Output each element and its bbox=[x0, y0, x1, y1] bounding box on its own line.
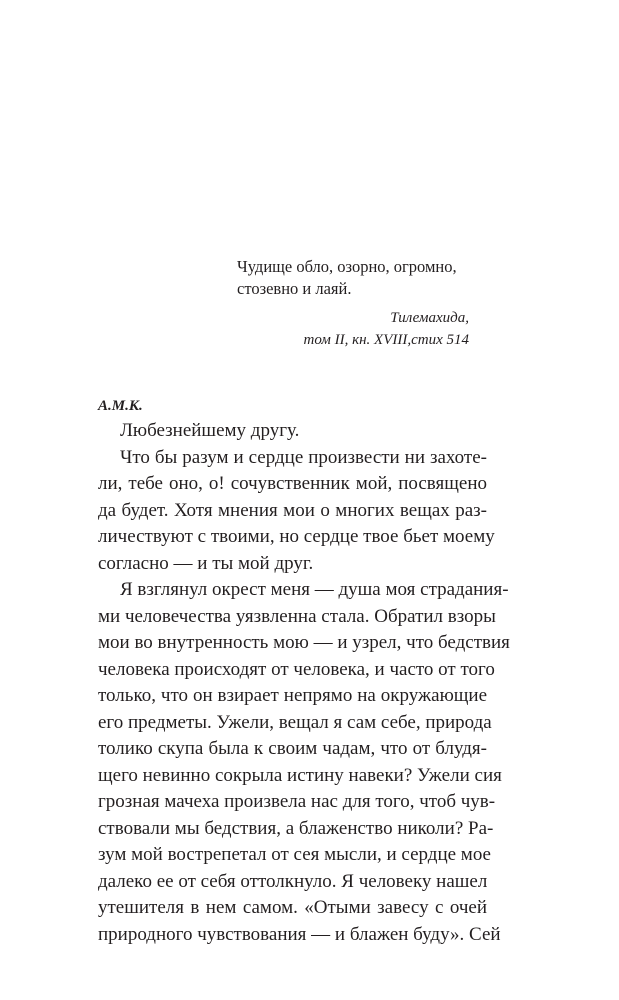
attribution-line: Тилемахида, bbox=[390, 310, 469, 326]
epigraph-attribution bbox=[237, 307, 469, 351]
text-line: грозная мачеха произвела нас для того, чтоб чув- bbox=[98, 791, 496, 812]
epigraph-line: стозевно и лаяй. bbox=[237, 279, 352, 298]
text-line: Что бы разум и сердце произвести ни захоте- bbox=[120, 446, 487, 468]
text-line: зум мой вострепетал от сея мысли, и сердце мое bbox=[98, 844, 491, 865]
text-line: ствовали мы бедствия, а блаженство николи? Ра- bbox=[98, 817, 494, 839]
text-line: его предметы. Ужели, вещал я сам себе, природа bbox=[98, 711, 492, 733]
text-line: мои во внутренность мою — и узрел, что бедствия bbox=[98, 632, 510, 653]
text-line: природного чувствования — и блажен буду». Сей bbox=[98, 923, 501, 945]
body-text bbox=[98, 418, 510, 948]
text-line: да будет. Хотя мнения мои о многих вещах раз- bbox=[98, 499, 487, 521]
text-line: толико скупа была к своим чадам, что от блудя- bbox=[98, 738, 487, 759]
attribution-line: том II, кн. XVIII,стих 514 bbox=[303, 332, 469, 348]
epigraph bbox=[237, 256, 469, 300]
text-line: личествуют с твоими, но сердце твое бьет моему bbox=[98, 526, 495, 547]
text-line: ми человечества уязвленна стала. Обратил взоры bbox=[98, 605, 496, 627]
text-line: Любезнейшему другу. bbox=[120, 420, 300, 441]
text-line: щего невинно сокрыла истину навеки? Ужели сия bbox=[98, 764, 502, 786]
text-line: ли, тебе оно, о! сочувственник мой, посвящено bbox=[98, 473, 487, 494]
text-line: только, что он взирает непрямо на окружающие bbox=[98, 685, 487, 706]
text-line: человека происходят от человека, и часто от того bbox=[98, 658, 495, 680]
text-line: Я взглянул окрест меня — душа моя страдания- bbox=[120, 579, 509, 600]
text-line: далеко ее от себя оттолкнуло. Я человеку нашел bbox=[98, 870, 488, 892]
text-line: утешителя в нем самом. «Отыми завесу с очей bbox=[98, 897, 487, 918]
epigraph-line: Чудище обло, озорно, огромно, bbox=[237, 257, 457, 276]
dedication-initials: А.М.К. bbox=[98, 398, 143, 414]
text-line: согласно — и ты мой друг. bbox=[98, 552, 314, 574]
